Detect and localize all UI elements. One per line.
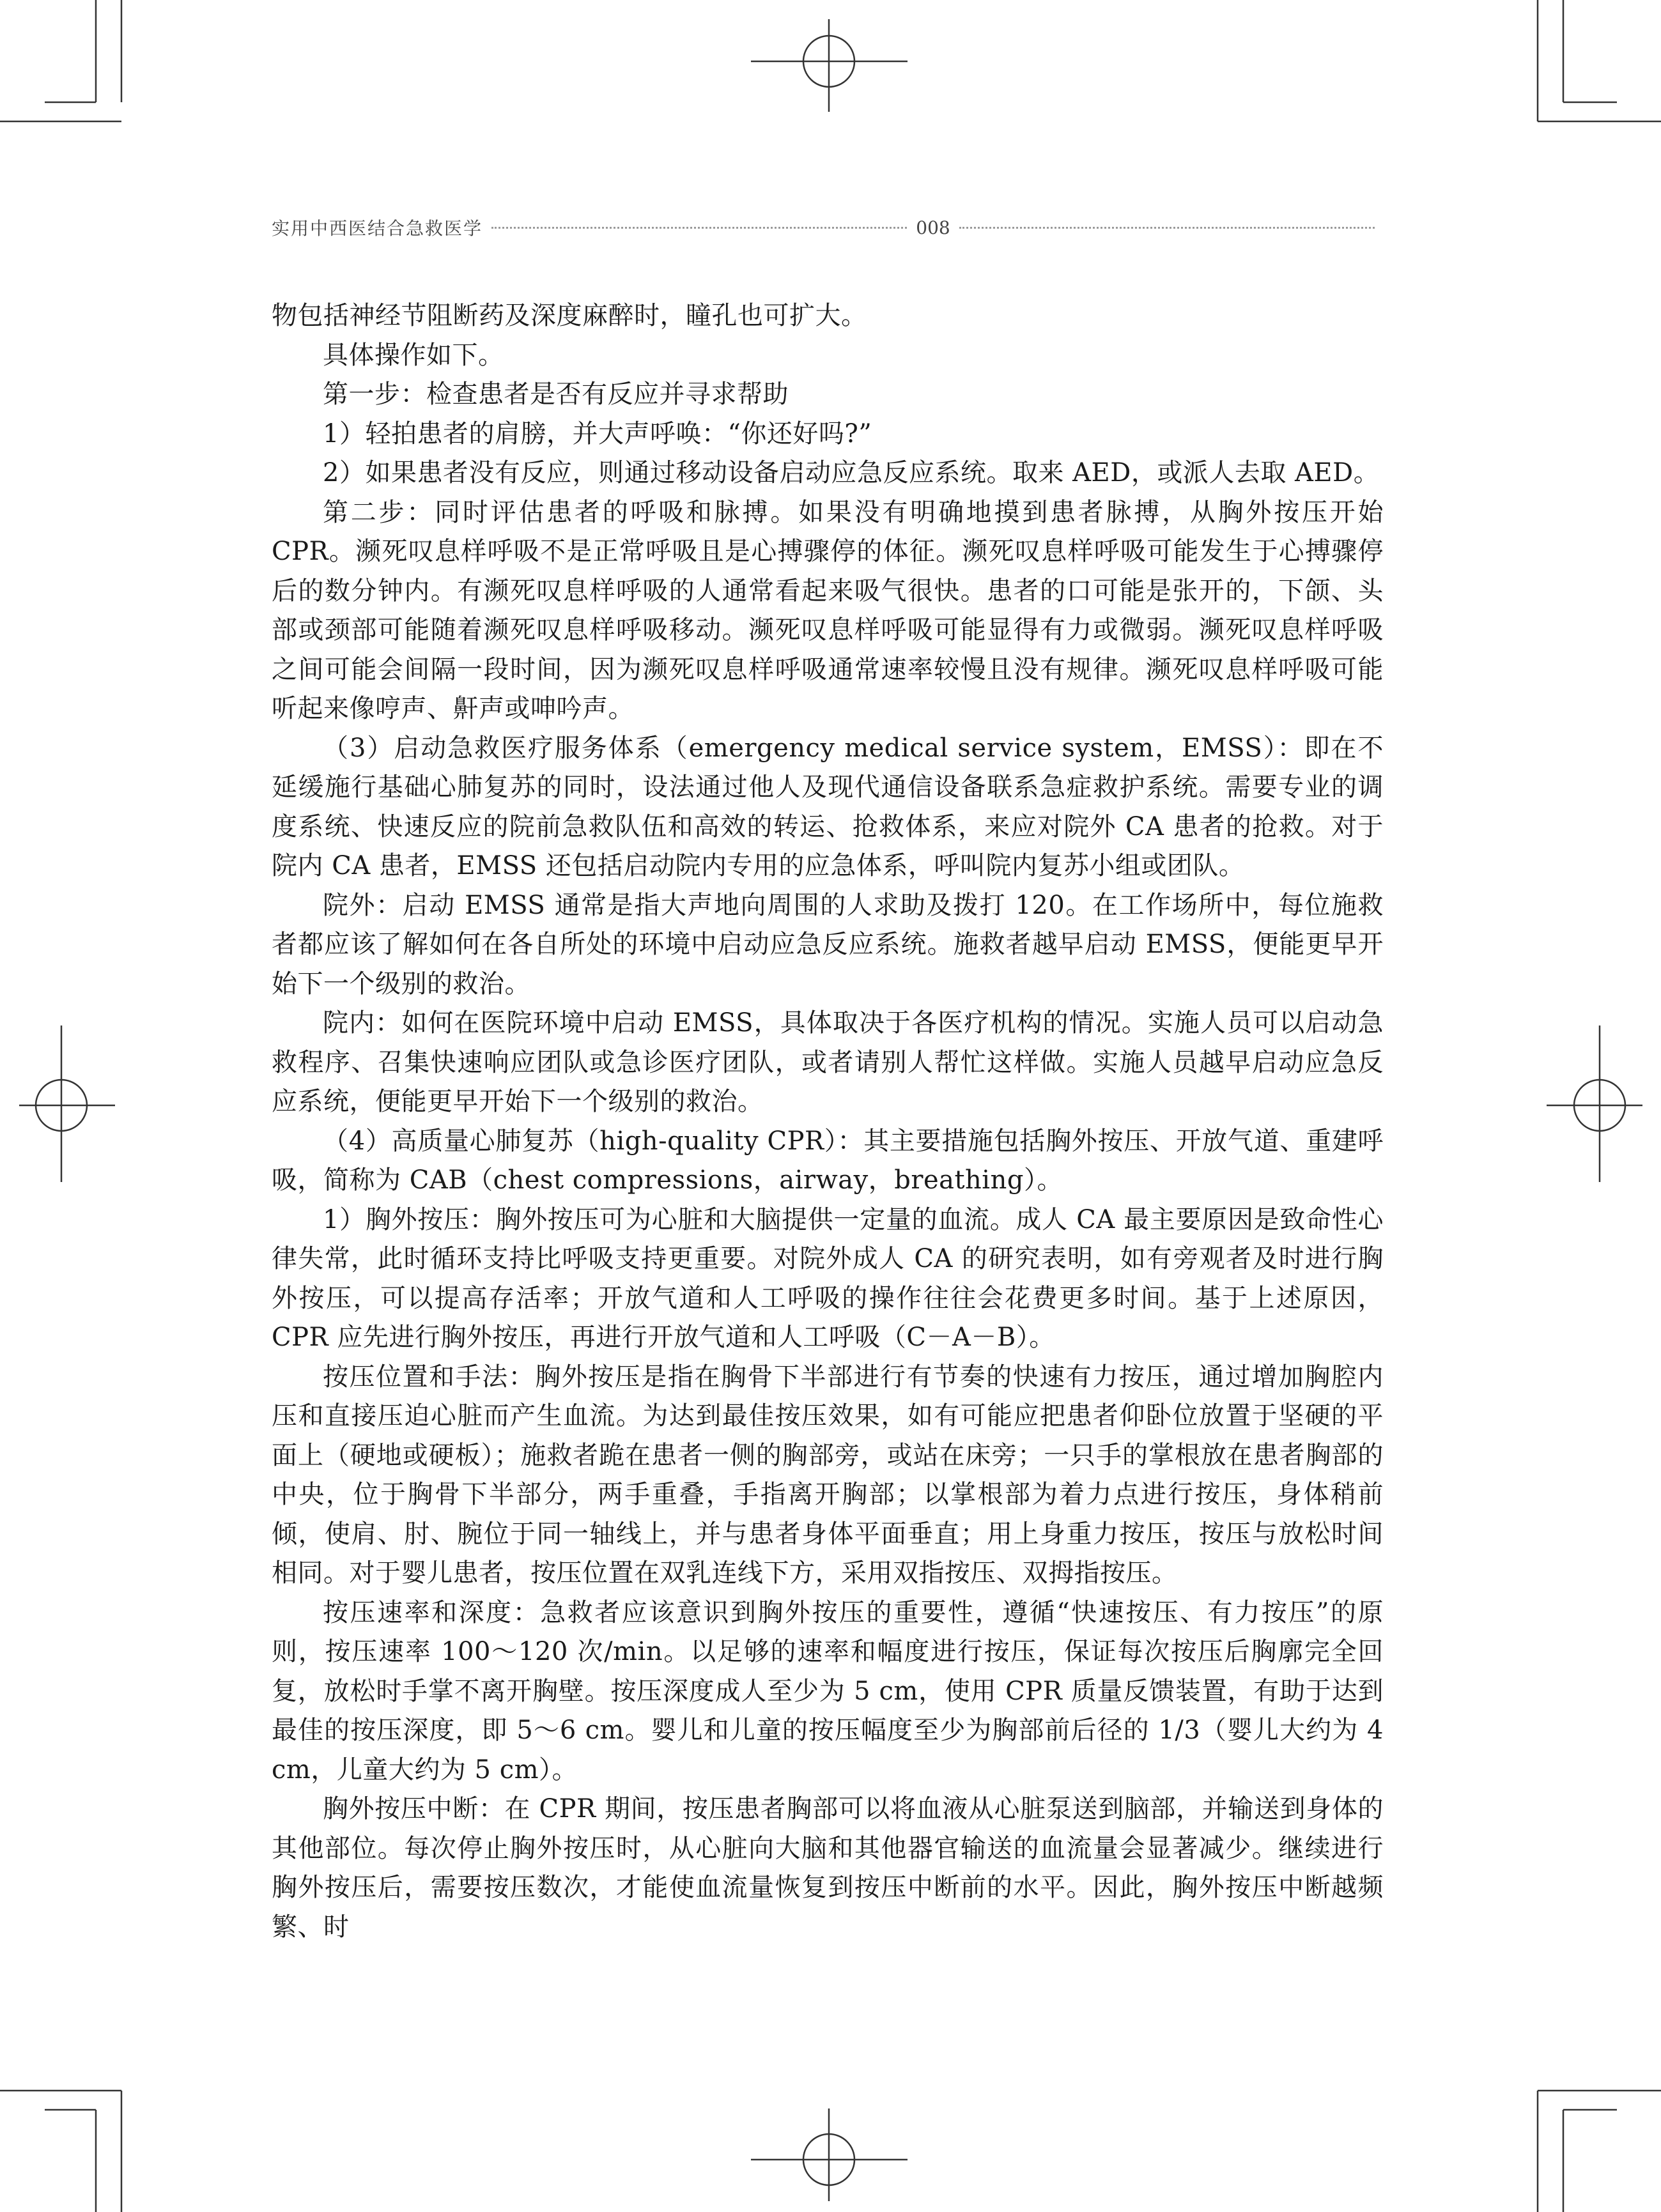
crop-mark-top-right [1538,0,1661,121]
registration-mark-right [1547,1025,1642,1182]
registration-mark-left [19,1025,115,1182]
crop-mark-bottom-left [0,2091,121,2212]
paragraph: 1）轻拍患者的肩膀，并大声呼唤：“你还好吗?” [323,419,872,449]
paragraph: 第二步：同时评估患者的呼吸和脉搏。如果没有明确地摸到患者脉搏，从胸外按压开始 CPR。濒死叹息样呼吸不是正常呼吸且是心搏骤停的体征。濒死叹息样呼吸可能发生于心搏骤停后的数分钟内。有濒死叹息样呼吸的人通常看起来吸气很快。患者的口可能是张开的，下颌、头部或颈部可能随着濒死叹息样呼吸移动。濒死叹息样呼吸可能显得有力或微弱。濒死叹息样呼吸之间可能会间隔一段时间，因为濒死叹息样呼吸通常速率较慢且没有规律。濒死叹息样呼吸可能听起来像哼声、鼾声或呻吟声。 [272,497,1384,723]
paragraph: （3）启动急救医疗服务体系（emergency medical service system，EMSS）：即在不延缓施行基础心肺复苏的同时，设法通过他人及现代通信设备联系急症救护系统。需要专业的调度系统、快速反应的院前急救队伍和高效的转运、抢救体系，来应对院外 CA 患者的抢救。对于院内 CA 患者，EMSS 还包括启动院内专用的应急体系，呼叫院内复苏小组或团队。 [272,733,1384,880]
registration-mark-bottom [751,2108,908,2201]
crop-mark-bottom-right [1538,2091,1661,2212]
paragraph: 1）胸外按压：胸外按压可为心脏和大脑提供一定量的血流。成人 CA 最主要原因是致命性心律失常，此时循环支持比呼吸支持更重要。对院外成人 CA 的研究表明，如有旁观者及时进行胸外按压，可以提高存活率；开放气道和人工呼吸的操作往往会花费更多时间。基于上述原因，CPR 应先进行胸外按压，再进行开放气道和人工呼吸（C－A－B）。 [272,1204,1384,1352]
paragraph: 按压位置和手法：胸外按压是指在胸骨下半部进行有节奏的快速有力按压，通过增加胸腔内压和直接压迫心脏而产生血流。为达到最佳按压效果，如有可能应把患者仰卧位放置于坚硬的平面上（硬地或硬板）；施救者跪在患者一侧的胸部旁，或站在床旁；一只手的掌根放在患者胸部的中央，位于胸骨下半部分，两手重叠，手指离开胸部；以掌根部为着力点进行按压，身体稍前倾，使肩、肘、腕位于同一轴线上，并与患者身体平面垂直；用上身重力按压，按压与放松时间相同。对于婴儿患者，按压位置在双乳连线下方，采用双指按压、双拇指按压。 [272,1362,1384,1588]
paragraph: 第一步：检查患者是否有反应并寻求帮助 [323,380,789,409]
paragraph: （4）高质量心肺复苏（high-quality CPR）：其主要措施包括胸外按压、开放气道、重建呼吸，简称为 CAB（chest compressions，airway，breathing）。 [272,1126,1384,1195]
page-number: 008 [916,217,950,238]
paragraph: 按压速率和深度：急救者应该意识到胸外按压的重要性，遵循“快速按压、有力按压”的原则，按压速率 100～120 次/min。以足够的速率和幅度进行按压，保证每次按压后胸廓完全回复，放松时手掌不离开胸壁。按压深度成人至少为 5 cm，使用 CPR 质量反馈装置，有助于达到最佳的按压深度，即 5～6 cm。婴儿和儿童的按压幅度至少为胸部前后径的 1/3（婴儿大约为 4 cm，儿童大约为 5 cm）。 [272,1597,1384,1785]
registration-mark-top [751,19,908,112]
leader-dots-left [491,227,907,229]
book-title: 实用中西医结合急救医学 [272,218,483,239]
paragraph: 院外：启动 EMSS 通常是指大声地向周围的人求助及拨打 120。在工作场所中，每位施救者都应该了解如何在各自所处的环境中启动应急反应系统。施救者越早启动 EMSS，便能更早开始下一个级别的救治。 [272,890,1384,999]
body-text [272,296,1384,1947]
paragraph: 2）如果患者没有反应，则通过移动设备启动应急反应系统。取来 AED，或派人去取 AED。 [323,458,1380,488]
paragraph: 物包括神经节阻断药及深度麻醉时，瞳孔也可扩大。 [272,301,867,330]
paragraph: 院内：如何在医院环境中启动 EMSS，具体取决于各医疗机构的情况。实施人员可以启动急救程序、召集快速响应团队或急诊医疗团队，或者请别人帮忙这样做。实施人员越早启动应急反应系统，便能更早开始下一个级别的救治。 [272,1008,1384,1116]
paragraph: 胸外按压中断：在 CPR 期间，按压患者胸部可以将血液从心脏泵送到脑部，并输送到身体的其他部位。每次停止胸外按压时，从心脏向大脑和其他器官输送的血流量会显著减少。继续进行胸外按压后，需要按压数次，才能使血流量恢复到按压中断前的水平。因此，胸外按压中断越频繁、时 [272,1794,1384,1942]
crop-mark-top-left [0,0,121,121]
paragraph: 具体操作如下。 [323,340,504,370]
running-head [272,213,1384,242]
leader-dots-right [959,227,1375,229]
